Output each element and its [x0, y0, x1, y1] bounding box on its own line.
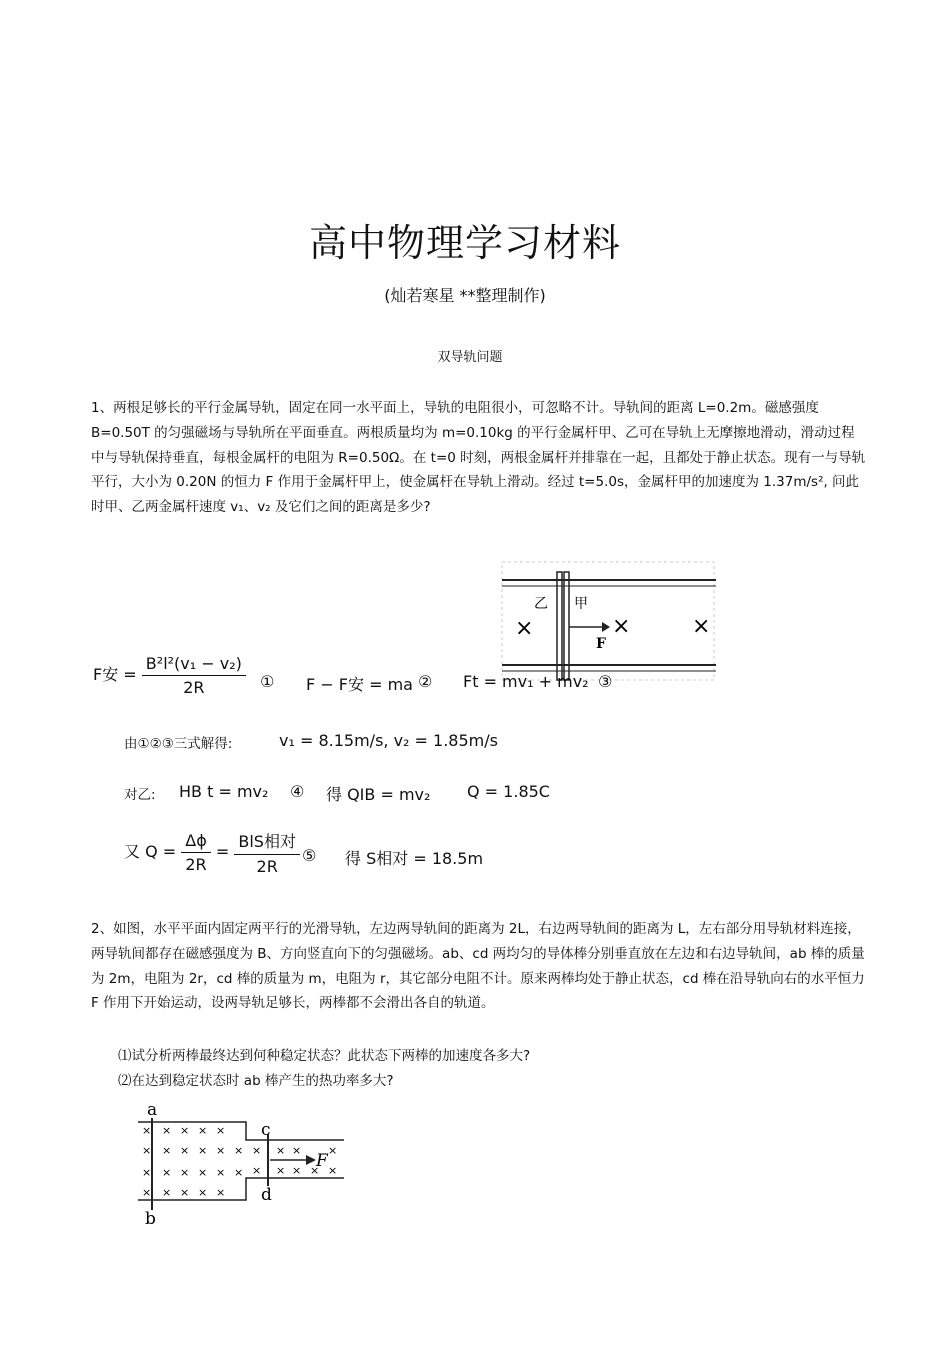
field-cross: ×: [162, 1124, 172, 1137]
field-cross: ×: [292, 1164, 302, 1177]
page-title: 高中物理学习材料: [308, 221, 621, 265]
equation-mark-5: ⑤: [302, 846, 317, 865]
eq5-fraction-1: [181, 831, 211, 874]
field-cross: ×: [180, 1144, 190, 1157]
eq5-numerator-2: BlS相对: [234, 829, 300, 855]
question-1-text: 1、两根足够长的平行金属导轨，固定在同一水平面上，导轨的电阻很小，可忽略不计。导轨间的距离 L=0.2m。磁感强度 B=0.50T 的匀强磁场与导轨所在平面垂直。两根质量均为 m=0.10kg 的平行金属杆甲、乙可在导轨上无摩擦地滑动，滑动过程中与导轨保持垂直，每根金属杆的电阻为 R=0.50Ω。在 t=0 时刻，两根金属杆并排靠在一起，且都处于静止状态。现有一与导轨平行，大小为 0.20N 的恒力 F 作用于金属杆甲上，使金属杆在导轨上滑动。经过 t=5.0s，金属杆甲的加速度为 1.37m/s², 问此时甲、乙两金属杆速度 v₁、v₂ 及它们之间的距离是多少?: [91, 400, 866, 516]
field-cross: ×: [198, 1166, 208, 1179]
field-cross: ×: [180, 1166, 190, 1179]
label-d: d: [261, 1185, 272, 1205]
figure-1-diagram: [500, 560, 718, 685]
eq1-numerator: B²l²(v₁ − v₂): [142, 654, 246, 676]
rod-jia-label: 甲: [574, 596, 588, 612]
eq1-denominator: 2R: [183, 678, 205, 697]
eq1-fraction: [142, 654, 246, 697]
topic-heading: 双导轨问题: [437, 350, 503, 365]
field-cross: ×: [252, 1164, 262, 1177]
field-cross: ×: [216, 1166, 226, 1179]
eq5-numerator-1: Δϕ: [181, 831, 211, 853]
eq5-lhs: 又 Q =: [124, 842, 177, 861]
field-cross: ×: [162, 1144, 172, 1157]
force-F-label: F: [596, 636, 606, 652]
question-2-sub-2: ⑵在达到稳定状态时 ab 棒产生的热功率多大?: [118, 1073, 394, 1089]
field-cross-mark: ×: [515, 616, 534, 641]
question-2-text: 2、如图，水平平面内固定两平行的光滑导轨，左边两导轨间的距离为 2L，右边两导轨间的距离为 L，左右部分用导轨材料连接，两导轨间都存在磁感强度为 B、方向竖直向下的匀强磁场。ab、cd 两均匀的导体棒分别垂直放在左边和右边导轨间，ab 棒的质量为 2m，电阻为 2r，cd 棒的质量为 m，电阻为 r，其它部分电阻不计。原来两棒均处于静止状态，cd 棒在沿导轨向右的水平恒力 F 作用下开始运动，设两导轨足够长，两棒都不会滑出各自的轨道。: [91, 921, 865, 1012]
field-cross-mark: ×: [612, 614, 631, 639]
field-cross: ×: [162, 1186, 172, 1199]
label-c: c: [261, 1120, 271, 1140]
field-cross: ×: [276, 1144, 286, 1157]
field-crosses-left: [142, 1124, 243, 1199]
equation-mark-2: ②: [418, 672, 433, 691]
force-F-label: F: [316, 1151, 328, 1171]
eq5-fraction-2: [234, 829, 300, 876]
equation-mark-1: ①: [260, 672, 275, 691]
field-cross: ×: [216, 1186, 226, 1199]
field-cross: ×: [142, 1144, 152, 1157]
field-cross: ×: [234, 1166, 244, 1179]
solution-line-2-label: 由①②③三式解得:: [124, 736, 233, 752]
field-cross: ×: [252, 1144, 262, 1157]
equation-mark-4: ④: [290, 782, 305, 801]
label-a: a: [147, 1100, 158, 1120]
page-subtitle: (灿若寒星 **整理制作): [384, 286, 546, 305]
field-cross: ×: [292, 1144, 302, 1157]
eq5-equals: =: [215, 842, 230, 861]
field-cross: ×: [142, 1124, 152, 1137]
field-cross: ×: [142, 1186, 152, 1199]
solution-line-3-charge: Q = 1.85C: [467, 782, 550, 801]
field-cross: ×: [310, 1164, 320, 1177]
question-2-sub-1: ⑴试分析两棒最终达到何种稳定状态？此状态下两棒的加速度各多大?: [118, 1048, 531, 1064]
eq5-denominator-1: 2R: [185, 855, 207, 874]
field-cross: ×: [234, 1144, 244, 1157]
solution-line-3-get: 得 QIB = mv₂: [326, 785, 431, 804]
solution-eq-5: [124, 829, 300, 876]
solution-eq-1: [93, 654, 246, 697]
field-cross: ×: [198, 1124, 208, 1137]
solution-line-3-label: 对乙:: [124, 787, 156, 803]
equation-mark-3: ③: [598, 672, 613, 691]
solution-eq-4: HB t = mv₂: [179, 782, 269, 801]
solution-eq-3: Ft = mv₁ + mv₂: [463, 672, 589, 691]
rod-yi-label: 乙: [534, 596, 548, 612]
field-cross: ×: [328, 1144, 338, 1157]
solution-line-2-result: v₁ = 8.15m/s, v₂ = 1.85m/s: [279, 731, 498, 750]
field-cross: ×: [142, 1166, 152, 1179]
field-cross: ×: [198, 1186, 208, 1199]
field-cross: ×: [328, 1164, 338, 1177]
eq5-denominator-2: 2R: [256, 857, 278, 876]
eq1-lhs: F安 =: [93, 665, 137, 684]
solution-eq-2: F − F安 = ma: [306, 675, 413, 694]
label-b: b: [145, 1209, 156, 1229]
field-cross: ×: [180, 1124, 190, 1137]
field-cross: ×: [276, 1164, 286, 1177]
field-cross: ×: [216, 1124, 226, 1137]
field-cross: ×: [198, 1144, 208, 1157]
figure-2-diagram: [130, 1100, 360, 1230]
solution-line-4-result: 得 S相对 = 18.5m: [345, 849, 484, 868]
field-cross: ×: [216, 1144, 226, 1157]
field-cross: ×: [162, 1166, 172, 1179]
field-cross: ×: [180, 1186, 190, 1199]
field-cross-mark: ×: [692, 614, 711, 639]
